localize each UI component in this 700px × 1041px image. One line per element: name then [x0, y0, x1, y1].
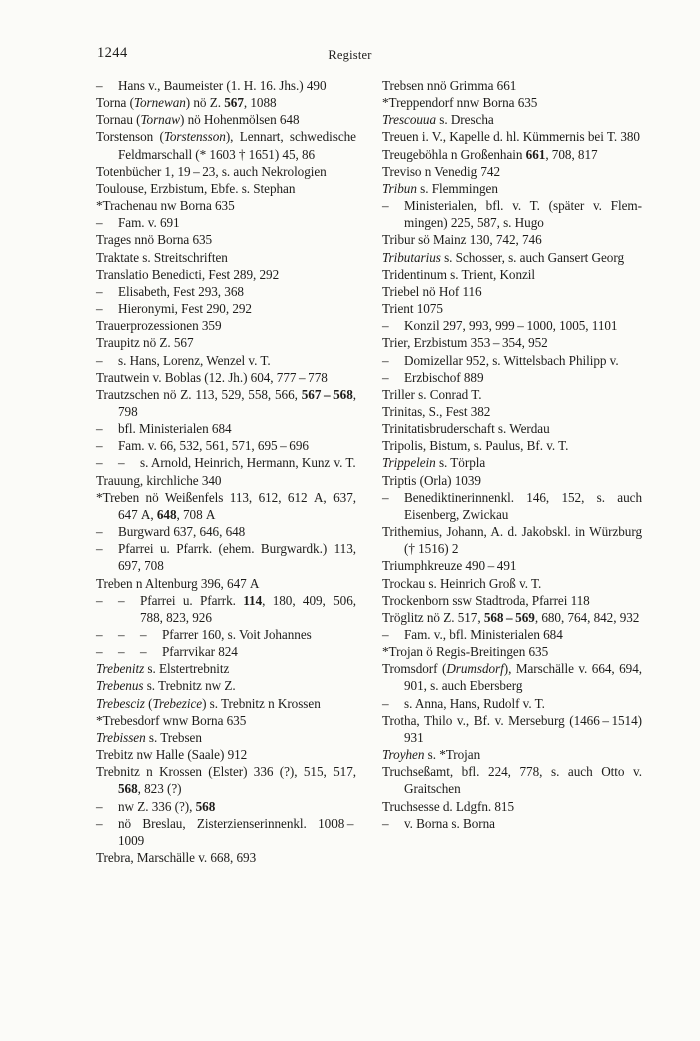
entry-text: Truchseßamt, bfl. 224, 778, s. auch Otto v. Graitschen	[382, 764, 642, 797]
index-entry	[382, 746, 642, 763]
entry-text: Tribur sö Mainz 130, 742, 746	[382, 232, 542, 248]
index-entry	[382, 763, 642, 797]
entry-text: (	[144, 695, 153, 711]
index-entry	[382, 249, 642, 266]
ditto-dash: –	[382, 627, 389, 642]
entry-text: Trauerprozessionen 359	[96, 318, 222, 334]
entry-text: Trockau s. Heinrich Groß v. T.	[382, 575, 542, 591]
entry-text: Tridentinum s. Trient, Konzil	[382, 266, 536, 282]
index-entry	[96, 523, 356, 540]
index-entry	[382, 163, 642, 180]
entry-text: , 1088	[243, 95, 277, 111]
entry-text: Treviso n Venedig 742	[382, 163, 501, 179]
entry-text: ), Marschälle v. 664, 694, 901, s. auch Ebersberg	[404, 661, 643, 694]
entry-text: Trithemius, Johann, A. d. Jakobskl. in Würzburg († 1516) 2	[382, 524, 642, 557]
entry-text: Trebissen	[96, 729, 146, 745]
index-entry	[96, 197, 356, 214]
entry-text: s. Trebsen	[145, 729, 202, 745]
ditto-dash: –	[140, 627, 147, 642]
entry-text: Traktate s. Streitschriften	[96, 249, 228, 265]
entry-text: Fam. v., bfl. Ministerialen 684	[404, 627, 563, 642]
index-entry	[96, 712, 356, 729]
entry-text: Traupitz nö Z. 567	[96, 335, 194, 351]
index-entry	[96, 540, 356, 574]
ditto-dash: –	[96, 301, 103, 317]
entry-text: Hieronymi, Fest 290, 292	[118, 301, 252, 317]
index-entry	[96, 334, 356, 351]
entry-text: Treuen i. V., Kapelle d. hl. Kümmernis bei T. 380	[382, 129, 640, 145]
index-entry	[382, 403, 642, 420]
index-entry	[96, 352, 356, 369]
ditto-dash: –	[382, 198, 389, 214]
entry-text: Trages nnö Borna 635	[96, 232, 213, 248]
entry-text: Translatio Benedicti, Fest 289, 292	[96, 266, 280, 282]
entry-text: s. Drescha	[436, 112, 494, 128]
index-entry	[96, 386, 356, 420]
ditto-dash: –	[96, 627, 103, 642]
entry-text: Trippelein	[382, 455, 436, 471]
ditto-dash: –	[96, 438, 103, 454]
entry-text: Tröglitz nö Z. 517,	[382, 609, 484, 625]
ditto-dash: –	[96, 644, 103, 660]
entry-text: Konzil 297, 993, 999 – 1000, 1005, 1101	[404, 318, 618, 334]
entry-text: ) s. Trebnitz n Krossen	[202, 695, 321, 711]
entry-text: Triptis (Orla) 1039	[382, 472, 481, 488]
index-entry	[96, 214, 356, 231]
entry-text: nw Z. 336 (?),	[118, 798, 196, 814]
index-entry	[96, 643, 356, 660]
entry-text: Burgward 637, 646, 648	[118, 524, 246, 540]
index-entry	[96, 128, 356, 162]
entry-text: Tribun	[382, 180, 417, 196]
entry-text: v. Borna s. Borna	[404, 815, 495, 831]
ditto-dash: –	[140, 644, 147, 660]
index-entry	[96, 231, 356, 248]
index-entry	[96, 94, 356, 111]
index-column-left	[96, 77, 356, 866]
index-entry	[96, 575, 356, 592]
index-entry	[96, 592, 356, 626]
entry-text: Trebra, Marschälle v. 668, 693	[96, 850, 257, 866]
entry-text: 661	[525, 146, 546, 162]
entry-text: s. Hans, Lorenz, Wenzel v. T.	[118, 352, 271, 368]
entry-text: Trebenus	[96, 678, 144, 694]
ditto-dash: –	[382, 489, 389, 505]
index-entry	[96, 695, 356, 712]
index-entry	[382, 111, 642, 128]
ditto-dash: –	[382, 318, 389, 334]
ditto-dash: –	[382, 352, 389, 368]
index-entry	[96, 420, 356, 437]
index-entry	[382, 712, 642, 746]
index-entry	[382, 94, 642, 111]
entry-text: Triebel nö Hof 116	[382, 283, 482, 299]
entry-text: Trautzschen nö Z. 113, 529, 558, 566,	[96, 386, 302, 402]
ditto-dash: –	[96, 78, 103, 93]
entry-text: , 798	[118, 386, 356, 419]
entry-text: 648	[156, 506, 177, 522]
entry-text: Trockenborn ssw Stadtroda, Pfarrei 118	[382, 592, 590, 608]
entry-text: Trient 1075	[382, 301, 443, 317]
entry-text: Trebsen nnö Grimma 661	[382, 78, 517, 93]
index-entry	[382, 386, 642, 403]
ditto-dash: –	[118, 592, 125, 608]
ditto-dash: –	[382, 369, 389, 385]
entry-text: bfl. Ministerialen 684	[118, 421, 232, 437]
entry-text: 567 – 568	[301, 386, 353, 402]
entry-text: Toulouse, Erzbistum, Ebfe. s. Stephan	[96, 180, 296, 196]
index-entry	[382, 300, 642, 317]
entry-text: Torstenson (	[96, 129, 164, 145]
entry-text: 567	[224, 95, 244, 111]
index-entry	[96, 677, 356, 694]
entry-text: 114	[243, 592, 263, 608]
entry-text: Pfarrvikar 824	[162, 644, 238, 660]
entry-text: s. Anna, Hans, Rudolf v. T.	[404, 695, 545, 711]
index-entry	[96, 849, 356, 866]
index-entry	[96, 626, 356, 643]
entry-text: Hans v., Baumeister (1. H. 16. Jhs.) 490	[118, 78, 327, 93]
entry-text: Pfarrei u. Pfarrk. (ehem. Burgwardk.) 113, 697, 708	[118, 541, 356, 574]
entry-text: Drumsdorf	[446, 661, 504, 677]
index-entry	[382, 575, 642, 592]
entry-text: Pfarrer 160, s. Voit Johannes	[162, 627, 312, 642]
index-entry	[382, 592, 642, 609]
entry-text: Trebezice	[152, 695, 203, 711]
entry-text: Totenbücher 1, 19 – 23, s. auch Nekrologien	[96, 163, 327, 179]
entry-text: Tornaw	[140, 112, 180, 128]
index-entry	[382, 798, 642, 815]
index-entry	[382, 643, 642, 660]
index-entry	[382, 317, 642, 334]
ditto-dash: –	[96, 541, 103, 557]
entry-text: Trescouua	[382, 112, 437, 128]
index-entry	[96, 111, 356, 128]
index-entry	[382, 77, 642, 94]
ditto-dash: –	[96, 352, 103, 368]
entry-text: , 708, 817	[545, 146, 598, 162]
index-entry	[96, 437, 356, 454]
entry-text: s. *Trojan	[424, 747, 481, 763]
entry-text: Treben n Altenburg 396, 647 A	[96, 575, 260, 591]
entry-text: Trotha, Thilo v., Bf. v. Merseburg (1466 – 1514) 931	[382, 712, 642, 745]
index-entry	[96, 180, 356, 197]
index-entry	[382, 609, 642, 626]
index-entry	[382, 523, 642, 557]
entry-text: Trebnitz n Krossen (Elster) 336 (?), 515, 517,	[96, 764, 356, 780]
ditto-dash: –	[118, 455, 125, 471]
index-entry	[96, 454, 356, 471]
ditto-dash: –	[96, 455, 103, 471]
entry-text: Trebesciz	[96, 695, 145, 711]
entry-text: Domizellar 952, s. Wittelsbach Philipp v.	[404, 352, 619, 368]
index-entry	[96, 815, 356, 849]
entry-text: Trautwein v. Boblas (12. Jh.) 604, 777 – 778	[96, 369, 328, 385]
ditto-dash: –	[96, 421, 103, 437]
entry-text: Trauung, kirchliche 340	[96, 472, 222, 488]
index-entry	[382, 180, 642, 197]
index-entry	[382, 472, 642, 489]
entry-text: s. Trebnitz nw Z.	[143, 678, 236, 694]
ditto-dash: –	[96, 592, 103, 608]
index-entry	[96, 746, 356, 763]
index-entry	[382, 369, 642, 386]
index-entry	[96, 489, 356, 523]
entry-text: *Treppendorf nnw Borna 635	[382, 95, 538, 111]
entry-text: Tromsdorf (	[382, 661, 447, 677]
index-entry	[382, 266, 642, 283]
ditto-dash: –	[118, 644, 125, 660]
index-entry	[96, 798, 356, 815]
index-entry	[382, 489, 642, 523]
entry-text: Truchsesse d. Ldgfn. 815	[382, 798, 515, 814]
index-entry	[382, 197, 642, 231]
index-entry	[96, 369, 356, 386]
running-head: Register	[328, 48, 372, 62]
index-entry	[96, 283, 356, 300]
entry-text: Triumphkreuze 490 – 491	[382, 558, 517, 574]
entry-text: Trinitas, S., Fest 382	[382, 403, 491, 419]
entry-text: Tornau (	[96, 112, 141, 128]
index-entry	[96, 266, 356, 283]
index-entry	[382, 128, 642, 145]
index-entry	[96, 660, 356, 677]
entry-text: Erzbischof 889	[404, 369, 484, 385]
ditto-dash: –	[96, 524, 103, 540]
ditto-dash: –	[96, 798, 103, 814]
entry-text: Fam. v. 691	[118, 215, 180, 231]
index-entry	[382, 146, 642, 163]
entry-text: nö Breslau, Zisterzienserinnenkl. 1008 – 1009	[118, 815, 356, 848]
index-entry	[382, 437, 642, 454]
entry-text: Ministerialen, bfl. v. T. (später v. Flemmingen) 225, 587, s. Hugo	[404, 198, 642, 231]
entry-text: Elisabeth, Fest 293, 368	[118, 283, 244, 299]
index-entry	[382, 660, 642, 694]
index-entry	[96, 77, 356, 94]
entry-text: 568	[118, 781, 138, 797]
entry-text: *Treben nö Weißenfels 113, 612, 612 A, 637, 647 A,	[96, 489, 356, 522]
index-entry	[382, 231, 642, 248]
entry-text: Torna (	[96, 95, 134, 111]
index-column-right	[382, 77, 642, 832]
index-entry	[96, 472, 356, 489]
entry-text: , 680, 764, 842, 932	[534, 609, 640, 625]
entry-text: *Trojan ö Regis-Breitingen 635	[382, 644, 549, 660]
index-entry	[382, 626, 642, 643]
index-entry	[96, 163, 356, 180]
entry-text: ) nö Hohenmölsen 648	[180, 112, 300, 128]
entry-text: Torstensson	[163, 129, 226, 145]
entry-text: *Trachenau nw Borna 635	[96, 198, 235, 214]
entry-text: Treugeböhla n Großenhain	[382, 146, 526, 162]
entry-text: , 708 A	[176, 506, 216, 522]
entry-text: Tornewan	[133, 95, 186, 111]
entry-text: ) nö Z.	[185, 95, 225, 111]
entry-text: ), Lennart, schwedische Feldmarschall (* 1603 † 1651) 45, 86	[118, 129, 356, 162]
ditto-dash: –	[96, 815, 103, 831]
entry-text: Trier, Erzbistum 353 – 354, 952	[382, 335, 548, 351]
entry-text: Troyhen	[382, 747, 425, 763]
entry-text: s. Elstertrebnitz	[144, 661, 230, 677]
entry-text: Pfarrei u. Pfarrk.	[140, 592, 244, 608]
entry-text: s. Törpla	[435, 455, 486, 471]
entry-text: Trebitz nw Halle (Saale) 912	[96, 747, 248, 763]
entry-text: s. Flemmingen	[416, 180, 498, 196]
ditto-dash: –	[96, 215, 103, 231]
entry-text: s. Arnold, Heinrich, Hermann, Kunz v. T.	[140, 455, 356, 471]
index-entry	[96, 763, 356, 797]
entry-text: 568 – 569	[483, 609, 535, 625]
ditto-dash: –	[118, 627, 125, 642]
ditto-dash: –	[382, 695, 389, 711]
entry-text: Fam. v. 66, 532, 561, 571, 695 – 696	[118, 438, 309, 454]
index-entry	[382, 815, 642, 832]
entry-text: Triller s. Conrad T.	[382, 386, 482, 402]
entry-text: *Trebesdorf wnw Borna 635	[96, 712, 247, 728]
index-entry	[96, 729, 356, 746]
ditto-dash: –	[96, 283, 103, 299]
entry-text: , 180, 409, 506, 788, 823, 926	[140, 592, 356, 625]
entry-text: , 823 (?)	[137, 781, 182, 797]
entry-text: Trebenitz	[96, 661, 145, 677]
index-entry	[96, 317, 356, 334]
entry-text: Tributarius	[382, 249, 441, 265]
index-entry	[96, 249, 356, 266]
entry-text: Tripolis, Bistum, s. Paulus, Bf. v. T.	[382, 438, 569, 454]
index-entry	[96, 300, 356, 317]
index-entry	[382, 695, 642, 712]
entry-text: s. Schosser, s. auch Gansert Georg	[440, 249, 624, 265]
index-entry	[382, 334, 642, 351]
index-entry	[382, 352, 642, 369]
index-entry	[382, 283, 642, 300]
index-entry	[382, 557, 642, 574]
page-number: 1244	[97, 45, 128, 61]
entry-text: Trinitatisbruderschaft s. Werdau	[382, 421, 550, 437]
index-entry	[382, 454, 642, 471]
ditto-dash: –	[382, 815, 389, 831]
entry-text: 568	[195, 798, 216, 814]
entry-text: Benediktinerinnenkl. 146, 152, s. auch Eisenberg, Zwickau	[404, 489, 642, 522]
index-entry	[382, 420, 642, 437]
